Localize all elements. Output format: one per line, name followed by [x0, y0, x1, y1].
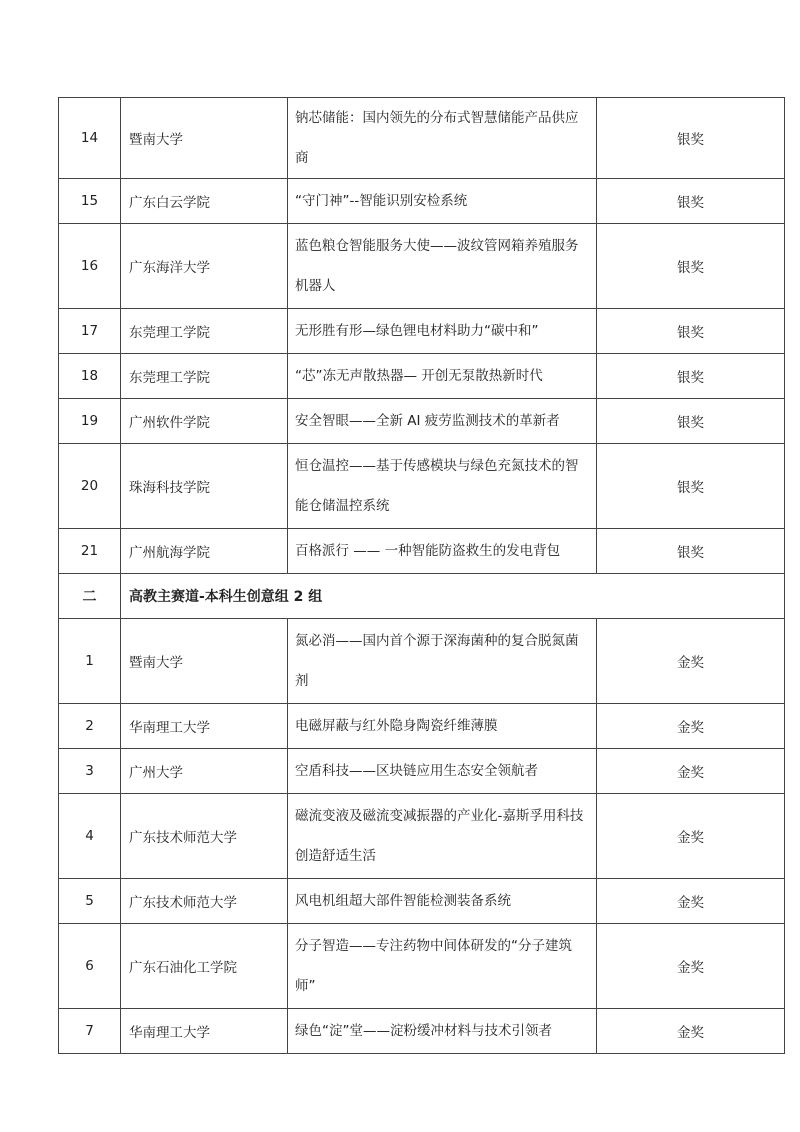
table-row	[59, 749, 785, 794]
school-name: 广州大学	[121, 749, 288, 794]
project-name: 空盾科技——区块链应用生态安全领航者	[288, 749, 597, 794]
table-row	[59, 924, 785, 1009]
table-row	[59, 529, 785, 574]
table-row	[59, 98, 785, 179]
row-number: 4	[59, 794, 121, 879]
school-name: 广东技术师范大学	[121, 794, 288, 879]
project-name: 钠芯储能：国内领先的分布式智慧储能产品供应商	[288, 98, 597, 179]
school-name: 广州软件学院	[121, 399, 288, 444]
row-number: 14	[59, 98, 121, 179]
table-row	[59, 179, 785, 224]
award-level: 金奖	[597, 924, 785, 1009]
school-name: 华南理工大学	[121, 1009, 288, 1054]
award-level: 银奖	[597, 179, 785, 224]
row-number: 6	[59, 924, 121, 1009]
award-level: 银奖	[597, 98, 785, 179]
award-level: 银奖	[597, 399, 785, 444]
section-number: 二	[59, 574, 121, 619]
table-row	[59, 1009, 785, 1054]
school-name: 东莞理工学院	[121, 354, 288, 399]
project-name: 恒仓温控——基于传感模块与绿色充氮技术的智能仓储温控系统	[288, 444, 597, 529]
award-table-body	[59, 98, 785, 1054]
award-level: 银奖	[597, 529, 785, 574]
award-level: 金奖	[597, 879, 785, 924]
school-name: 华南理工大学	[121, 704, 288, 749]
award-list-sheet	[58, 97, 784, 1054]
table-row	[59, 399, 785, 444]
row-number: 18	[59, 354, 121, 399]
school-name: 广东技术师范大学	[121, 879, 288, 924]
award-level: 金奖	[597, 1009, 785, 1054]
section-title: 高教主赛道-本科生创意组 2 组	[121, 574, 785, 619]
project-name: “芯”冻无声散热器— 开创无泵散热新时代	[288, 354, 597, 399]
table-row	[59, 794, 785, 879]
table-row	[59, 309, 785, 354]
award-level: 金奖	[597, 749, 785, 794]
row-number: 21	[59, 529, 121, 574]
school-name: 珠海科技学院	[121, 444, 288, 529]
table-row	[59, 444, 785, 529]
row-number: 15	[59, 179, 121, 224]
school-name: 广东海洋大学	[121, 224, 288, 309]
row-number: 1	[59, 619, 121, 704]
table-row	[59, 224, 785, 309]
section-header-row	[59, 574, 785, 619]
table-row	[59, 704, 785, 749]
award-table	[58, 97, 785, 1054]
award-level: 银奖	[597, 354, 785, 399]
project-name: 安全智眼——全新 AI 疲劳监测技术的革新者	[288, 399, 597, 444]
row-number: 3	[59, 749, 121, 794]
row-number: 5	[59, 879, 121, 924]
table-row	[59, 879, 785, 924]
table-row	[59, 619, 785, 704]
award-level: 金奖	[597, 794, 785, 879]
row-number: 17	[59, 309, 121, 354]
row-number: 7	[59, 1009, 121, 1054]
school-name: 暨南大学	[121, 98, 288, 179]
award-level: 金奖	[597, 704, 785, 749]
project-name: 蓝色粮仓智能服务大使——波纹管网箱养殖服务机器人	[288, 224, 597, 309]
award-level: 金奖	[597, 619, 785, 704]
school-name: 广州航海学院	[121, 529, 288, 574]
project-name: 百格派行 —— 一种智能防盗救生的发电背包	[288, 529, 597, 574]
table-row	[59, 354, 785, 399]
project-name: 无形胜有形—绿色锂电材料助力“碳中和”	[288, 309, 597, 354]
project-name: 磁流变液及磁流变减振器的产业化-嘉斯孚用科技创造舒适生活	[288, 794, 597, 879]
project-name: 分子智造——专注药物中间体研发的“分子建筑师”	[288, 924, 597, 1009]
project-name: 氮必消——国内首个源于深海菌种的复合脱氮菌剂	[288, 619, 597, 704]
award-level: 银奖	[597, 224, 785, 309]
school-name: 广东石油化工学院	[121, 924, 288, 1009]
school-name: 广东白云学院	[121, 179, 288, 224]
project-name: “守门神”--智能识别安检系统	[288, 179, 597, 224]
award-level: 银奖	[597, 309, 785, 354]
project-name: 风电机组超大部件智能检测装备系统	[288, 879, 597, 924]
project-name: 绿色“淀”堂——淀粉缓冲材料与技术引领者	[288, 1009, 597, 1054]
school-name: 东莞理工学院	[121, 309, 288, 354]
row-number: 2	[59, 704, 121, 749]
school-name: 暨南大学	[121, 619, 288, 704]
row-number: 19	[59, 399, 121, 444]
award-level: 银奖	[597, 444, 785, 529]
row-number: 20	[59, 444, 121, 529]
project-name: 电磁屏蔽与红外隐身陶瓷纤维薄膜	[288, 704, 597, 749]
row-number: 16	[59, 224, 121, 309]
